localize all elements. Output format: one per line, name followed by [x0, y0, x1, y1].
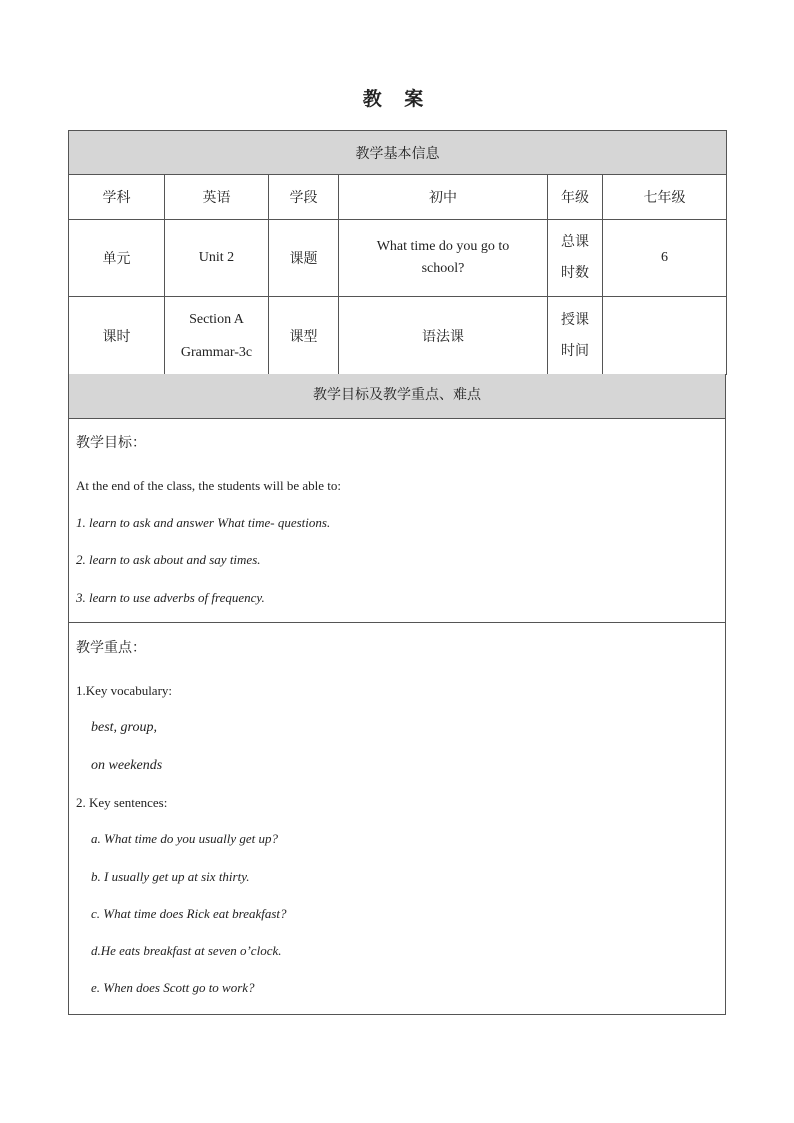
objectives-intro: At the end of the class, the students will be able to:	[76, 478, 341, 493]
sentence-item: e. When does Scott go to work?	[91, 980, 255, 995]
sentence-item: b. I usually get up at six thirty.	[91, 869, 250, 884]
teaching-time-label: 授课时间	[548, 297, 603, 375]
teaching-time-value	[603, 297, 727, 375]
sentence-item: a. What time do you usually get up?	[91, 831, 279, 846]
grade-label: 年级	[548, 175, 603, 220]
unit-value: Unit 2	[165, 220, 269, 297]
key-points-section	[68, 622, 726, 1015]
key-points-label: 教学重点：	[76, 640, 146, 656]
period-label: 课时	[69, 297, 165, 375]
total-lessons-label: 总课时数	[548, 220, 603, 297]
subject-value: 英语	[165, 175, 269, 220]
sentences-label: 2. Key sentences:	[76, 795, 168, 810]
objective-item: 3. learn to use adverbs of frequency.	[76, 590, 265, 605]
document-title: 教 案	[362, 88, 432, 110]
unit-label: 单元	[69, 220, 165, 297]
subject-label: 学科	[69, 175, 165, 220]
basic-info-header: 教学基本信息	[69, 131, 727, 175]
sentence-item: d.He eats breakfast at seven o’clock.	[91, 943, 282, 958]
objective-item: 2. learn to ask about and say times.	[76, 552, 261, 567]
period-value: Section A Grammar-3c	[165, 297, 269, 375]
topic-label: 课题	[269, 220, 339, 297]
lesson-type-value: 语法课	[339, 297, 548, 375]
basic-info-table	[68, 130, 727, 375]
lesson-type-label: 课型	[269, 297, 339, 375]
grade-value: 七年级	[603, 175, 727, 220]
vocab-item: on weekends	[91, 758, 163, 773]
vocab-item: best, group,	[91, 720, 157, 735]
total-lessons-value: 6	[603, 220, 727, 297]
sentence-item: c. What time does Rick eat breakfast?	[91, 906, 287, 921]
stage-label: 学段	[269, 175, 339, 220]
objectives-header: 教学目标及教学重点、难点	[69, 374, 725, 419]
objectives-section	[68, 374, 726, 623]
stage-value: 初中	[339, 175, 548, 220]
vocab-label: 1.Key vocabulary:	[76, 683, 173, 698]
objectives-label: 教学目标：	[76, 435, 146, 451]
objective-item: 1. learn to ask and answer What time- questions.	[76, 515, 331, 530]
topic-value: What time do you go to school?	[339, 220, 548, 297]
